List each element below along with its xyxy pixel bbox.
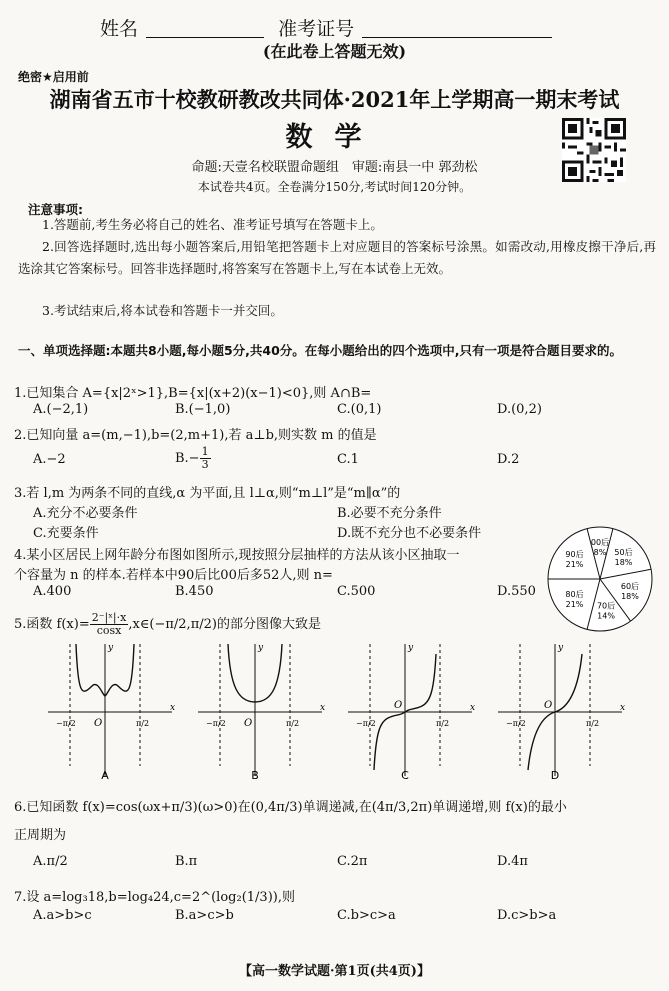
graph-a-tick-pos: π/2 (136, 719, 150, 728)
graph-d-x-label: x (620, 703, 626, 713)
q3-option-a: A.充分不必要条件 (33, 506, 138, 521)
q3-option-c: C.充要条件 (33, 526, 99, 541)
q2-b-denominator: 3 (201, 458, 209, 471)
q6-option-c: C.2π (337, 854, 368, 869)
graph-c-label: C (401, 769, 409, 782)
graph-c-y-label: y (408, 643, 414, 653)
q6-option-a: A.π/2 (33, 854, 68, 869)
q5-function-fraction (90, 612, 129, 637)
q1-option-c: C.(0,1) (337, 402, 382, 417)
graph-b-origin: O (244, 718, 253, 729)
exam-number-label: 准考证号 (278, 18, 355, 40)
graph-c-tick-pos: π/2 (436, 719, 450, 728)
q4-stem-line-1: 4.某小区居民上网年龄分布图如图所示,现按照分层抽样的方法从该小区抽取一 (14, 548, 460, 563)
pie-slice-percent: 14% (597, 611, 615, 621)
pie-slice-label: 60后 (620, 581, 640, 591)
q7-option-c: C.b>c>a (337, 908, 396, 923)
graph-d-label: D (550, 769, 560, 782)
name-blank (146, 37, 264, 38)
notice-item-3: 3.考试结束后,将本试卷和答题卡一并交回。 (42, 303, 283, 318)
pie-slice-label: 00后 (590, 537, 610, 547)
q4-stem-line-2: 个容量为 n 的样本.若样本中90后比00后多52人,则 n= (14, 568, 333, 583)
q7-option-a: A.a>b>c (33, 908, 92, 923)
pie-slice-label: 50后 (614, 547, 633, 557)
graph-d-origin: O (544, 700, 553, 711)
q2-stem: 2.已知向量 a=(m,−1),b=(2,m+1),若 a⊥b,则实数 m 的值是 (14, 428, 377, 443)
q2-option-c: C.1 (337, 452, 359, 467)
q3-option-b: B.必要不充分条件 (337, 506, 442, 521)
q3-stem: 3.若 l,m 为两条不同的直线,α 为平面,且 l⊥α,则“m⊥l”是“m∥α”的 (14, 486, 401, 501)
q6-stem-line-2: 正周期为 (14, 828, 67, 843)
q2-option-b-label: B.− (175, 451, 200, 466)
graph-a-label: A (101, 769, 109, 782)
section-1-heading: 一、单项选择题:本题共8小题,每小题5分,共40分。在每小题给出的四个选项中,只有一项是符合题目要求的。 (18, 343, 623, 358)
graph-c-x-label: x (470, 703, 476, 713)
q4-option-b: B.450 (175, 584, 214, 599)
q5-denominator: cosx (96, 624, 122, 637)
pie-slice-label: 70后 (596, 601, 616, 611)
q7-option-d: D.c>b>a (497, 908, 557, 923)
graph-d-tick-neg: −π/2 (506, 719, 526, 728)
q1-option-b: B.(−1,0) (175, 402, 231, 417)
q1-option-d: D.(0,2) (497, 402, 542, 417)
graph-a-tick-neg: −π/2 (56, 719, 76, 728)
graph-b-axes (198, 644, 322, 776)
q5-stem (14, 612, 321, 637)
q3-option-d: D.既不充分也不必要条件 (337, 526, 482, 541)
graph-c-tick-neg: −π/2 (356, 719, 376, 728)
q6-option-d: D.4π (497, 854, 528, 869)
graph-a-y-label: y (108, 643, 114, 653)
pie-slice-percent: 21% (565, 599, 584, 609)
q4-option-d: D.550 (497, 584, 536, 599)
q1-option-a: A.(−2,1) (33, 402, 89, 417)
graph-a-origin: O (94, 718, 103, 729)
graph-a-x-label: x (170, 703, 176, 713)
graph-b-x-label: x (320, 703, 326, 713)
graph-b-tick-neg: −π/2 (206, 719, 226, 728)
notice-item-1: 1.答题前,考生务必将自己的姓名、准考证号填写在答题卡上。 (42, 217, 383, 232)
q5-graph-b (190, 636, 330, 782)
pie-slice-percent: 18% (614, 557, 633, 567)
notice-heading: 注意事项: (28, 202, 83, 217)
pie-slice-percent: 18% (621, 591, 639, 601)
composer-line: 命题:天壹名校联盟命题组 审题:南县一中 郭劲松 (191, 160, 478, 175)
q5-stem-prefix: 5.函数 f(x)= (14, 617, 90, 632)
graph-b-tick-pos: π/2 (286, 719, 300, 728)
notice-item-2: 2.回答选择题时,选出每小题答案后,用铅笔把答题卡上对应题目的答案标号涂黑。如需改动,用橡皮擦干净后,再选涂其它答案标号。回答非选择题时,将答案写在答题卡上,写在本试卷上无效。 (18, 239, 656, 276)
name-label: 姓名 (100, 18, 139, 40)
graph-d-y-label: y (558, 643, 564, 653)
q5-graph-a (40, 636, 180, 782)
q6-stem-line-1: 6.已知函数 f(x)=cos(ωx+π/3)(ω>0)在(0,4π/3)单调递减,在(4π/3,2π)单调递增,则 f(x)的最小 (14, 800, 567, 815)
qr-code-icon (562, 118, 626, 182)
graph-c-origin: O (394, 700, 403, 711)
secret-mark: 绝密★启用前 (18, 70, 89, 84)
q4-option-c: C.500 (337, 584, 376, 599)
q5-graph-d (490, 636, 630, 782)
q5-graph-c (340, 636, 480, 782)
pie-slice-label: 90后 (565, 550, 584, 560)
q1-stem: 1.已知集合 A={x|2ˣ>1},B={x|(x+2)(x−1)<0},则 A∩B= (14, 386, 372, 401)
q2-b-numerator: 1 (201, 445, 209, 458)
exam-number-blank (362, 37, 552, 38)
q2-option-a: A.−2 (33, 452, 66, 467)
graph-d-tick-pos: π/2 (586, 719, 600, 728)
q5-numerator: 2⁻|ˣ|·x (91, 611, 127, 624)
invalid-note: (在此卷上答题无效) (262, 42, 407, 61)
page-footer: 【高一数学试题·第1页(共4页)】 (239, 964, 430, 979)
q7-stem: 7.设 a=log₃18,b=log₄24,c=2^(log₂(1/3)),则 (14, 890, 295, 905)
subject-title: 数学 (285, 122, 384, 153)
q7-option-b: B.a>c>b (175, 908, 234, 923)
q6-option-b: B.π (175, 854, 198, 869)
q2-option-d: D.2 (497, 452, 520, 467)
graph-b-label: B (251, 769, 259, 782)
q2-option-b-fraction (200, 446, 211, 471)
graph-b-y-label: y (258, 643, 264, 653)
exam-summary: 本试卷共4页。全卷满分150分,考试时间120分钟。 (197, 180, 472, 194)
pie-slice-percent: 8% (593, 547, 607, 557)
q2-option-b (175, 446, 211, 471)
age-distribution-pie-chart (540, 524, 660, 634)
name-field-row (100, 14, 560, 41)
pie-slice-label: 80后 (565, 589, 584, 599)
q4-option-a: A.400 (33, 584, 72, 599)
exam-title: 湖南省五市十校教研教改共同体·2021年上学期高一期末考试 (49, 87, 620, 112)
pie-slice-percent: 21% (565, 560, 584, 570)
graph-a-axes (48, 644, 172, 776)
q5-stem-suffix: ,x∈(−π/2,π/2)的部分图像大致是 (128, 617, 321, 632)
